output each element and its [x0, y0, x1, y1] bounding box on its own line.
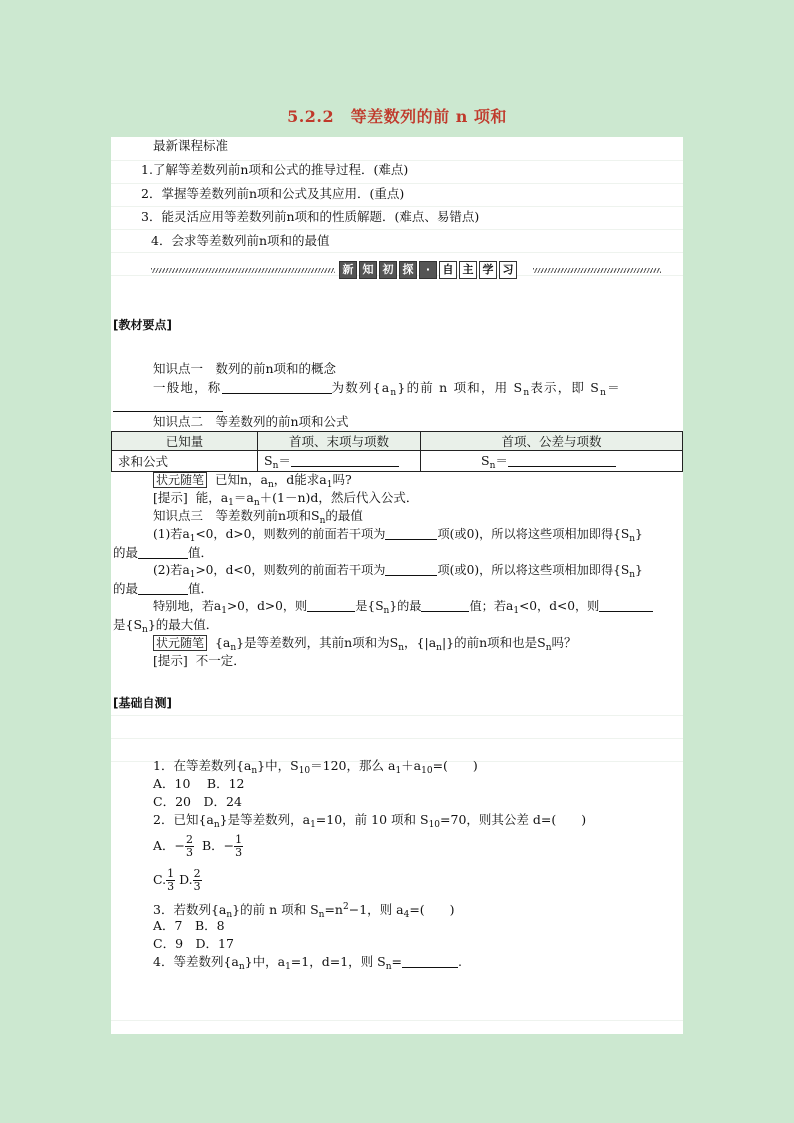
option-line: C．9 D．17 [153, 936, 234, 951]
banner-char: 学 [479, 261, 497, 279]
formula-table [111, 431, 683, 472]
table-header: 首项、公差与项数 [421, 432, 683, 451]
knowledge-point-title: 知识点三 等差数列前n项和$S_n$的最值 [153, 508, 363, 526]
banner-char: 新 [339, 261, 357, 279]
table-header: 已知量 [112, 432, 258, 451]
option-line: C. $\frac{1}{3}$ D. $\frac{2}{3}$ [153, 867, 201, 893]
table-header: 首项、末项与项数 [258, 432, 421, 451]
knowledge-point-title: 知识点一 数列的前n项和的概念 [153, 361, 337, 376]
question: 1．在等差数列$\{a_n\}$中，$S_{10}=120$，那么 $a_1+a_{10}=$( ) [153, 758, 478, 776]
option-line: A．− $\frac{2}{3}$ B．− $\frac{1}{3}$ [153, 833, 243, 859]
banner-char: 习 [499, 261, 517, 279]
banner-char: 知 [359, 261, 377, 279]
table-cell: $S_n=$ [421, 451, 683, 472]
table-cell: $S_n=$ [258, 451, 421, 472]
standards-heading: 最新课程标准 [153, 138, 229, 153]
question: 2．已知$\{a_n\}$是等差数列，$a_1=10$，前 10 项和 $S_{10}=70$，则其公差 d=( ) [153, 812, 587, 830]
standard-item: 2．掌握等差数列前n项和公式及其应用．(重点) [141, 186, 405, 201]
option-line: C．20 D．24 [153, 794, 242, 809]
note-tag: 状元随笔 [153, 635, 207, 651]
option-line: A．7 B．8 [153, 918, 225, 933]
page-title: 5.2.2 等差数列的前 n 项和 [287, 107, 507, 126]
question: 4．等差数列$\{a_n\}$中，$a_1=1$，d=1，则 $S_n=$ . [153, 954, 462, 972]
standard-item: 4．会求等差数列前n项和的最值 [151, 233, 330, 248]
hint-line: [提示] 能，$a_1=a_n+(1-n)d$，然后代入公式． [153, 490, 419, 508]
banner-char: 初 [379, 261, 397, 279]
paragraph: 的最 值． [113, 545, 214, 560]
knowledge-point-title: 知识点二 等差数列的前n项和公式 [153, 414, 349, 429]
question: 3．若数列$\{a_n\}$的前 n 项和 $S_n=n^2-1$，则 $a_4=$( ) [153, 902, 455, 920]
document-page [111, 137, 683, 1034]
hint-line: [提示] 不一定． [153, 653, 246, 668]
paragraph: 的最 值． [113, 581, 214, 596]
banner-char: 自 [439, 261, 457, 279]
standard-item: 3．能灵活应用等差数列前n项和的性质解题．(难点、易错点) [141, 209, 480, 224]
banner-char: 探 [399, 261, 417, 279]
table-row-label: 求和公式 [112, 451, 258, 472]
answer-blank [222, 380, 332, 394]
paragraph: (1)若$a_1<0$，d>0，则数列的前面若干项为 项(或0)，所以将这些项相加即得$\{S_n\}$ [153, 527, 643, 544]
paragraph: 特别地，若$a_1>0$，d>0，则 是$\{S_n\}$的最 值；若$a_1<0$，d<0，则 [153, 598, 653, 620]
answer-blank [113, 398, 223, 412]
banner-dot: · [419, 261, 437, 279]
section-banner [151, 261, 661, 279]
definition-line: 一般地，称 为数列$\{a_n\}$的前 n 项和，用 $S_n$表示，即 $S_n=$ [153, 380, 621, 398]
section-heading: [教材要点] [113, 318, 172, 332]
standard-item: 1.了解等差数列前n项和公式的推导过程．(难点) [141, 162, 409, 177]
paragraph: (2)若$a_1>0$，d<0，则数列的前面若干项为 项(或0)，所以将这些项相加即得$\{S_n\}$ [153, 563, 643, 580]
paragraph: 是$\{S_n\}$的最大值． [113, 617, 219, 635]
note-question: 状元随笔 $\{a_n\}$是等差数列，其前n项和为$S_n$，$\{|a_n|\}$的前n项和也是$S_n$吗？ [153, 634, 577, 657]
section-heading: [基础自测] [113, 696, 172, 710]
banner-char: 主 [459, 261, 477, 279]
option-line: A．10 B．12 [153, 776, 245, 791]
note-tag: 状元随笔 [153, 472, 207, 488]
note-question: 状元随笔 已知n，$a_n$，d能求$a_1$吗? [153, 471, 352, 494]
